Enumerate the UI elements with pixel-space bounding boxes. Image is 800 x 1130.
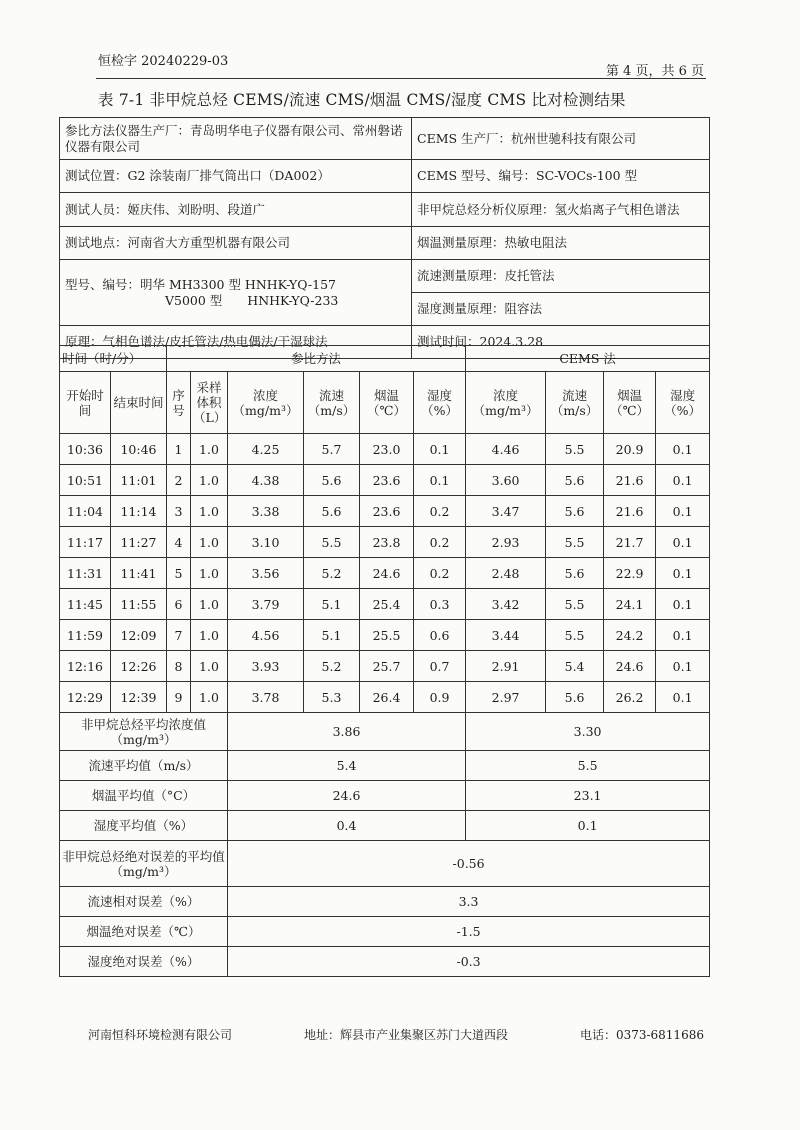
table-row	[60, 620, 710, 651]
col-ref-humidity: 湿度（%）	[414, 372, 466, 434]
cell-start: 11:17	[60, 527, 111, 558]
table-row	[60, 558, 710, 589]
cell-seq: 1	[167, 434, 191, 465]
cell-start: 10:51	[60, 465, 111, 496]
cell-end: 10:46	[111, 434, 167, 465]
footer-phone: 电话：0373-6811686	[579, 1028, 704, 1042]
average-label: 湿度平均值（%）	[60, 811, 228, 841]
col-cems-temperature: 烟温（℃）	[604, 372, 656, 434]
test-time: 测试时间：2024.3.28	[412, 326, 710, 359]
instrument-model	[60, 260, 412, 326]
cell-vol: 1.0	[191, 527, 228, 558]
cell-r-flow: 5.6	[304, 496, 360, 527]
col-start-time: 开始时间	[60, 372, 111, 434]
cems-maker: CEMS 生产厂：杭州世驰科技有限公司	[412, 118, 710, 160]
cell-c-conc: 3.44	[466, 620, 546, 651]
cell-c-conc: 2.93	[466, 527, 546, 558]
cems-model: CEMS 型号、编号：SC-VOCs-100 型	[412, 160, 710, 193]
table-row	[60, 496, 710, 527]
cell-r-conc: 3.56	[228, 558, 304, 589]
cell-r-temp: 24.6	[360, 558, 414, 589]
error-label: 湿度绝对误差（%）	[60, 947, 228, 977]
cell-seq: 8	[167, 651, 191, 682]
cell-start: 11:31	[60, 558, 111, 589]
col-ref-concentration: 浓度（mg/m³）	[228, 372, 304, 434]
cell-seq: 7	[167, 620, 191, 651]
error-row	[60, 841, 710, 887]
cell-c-hum: 0.1	[656, 527, 710, 558]
cell-r-conc: 4.38	[228, 465, 304, 496]
cell-c-hum: 0.1	[656, 682, 710, 713]
error-value: -0.3	[228, 947, 710, 977]
cell-r-temp: 23.0	[360, 434, 414, 465]
cell-c-flow: 5.6	[546, 558, 604, 589]
col-ref-flow: 流速（m/s）	[304, 372, 360, 434]
cell-r-flow: 5.6	[304, 465, 360, 496]
cell-c-flow: 5.4	[546, 651, 604, 682]
page-indicator: 第 4 页，共 6 页	[605, 64, 704, 79]
cell-r-temp: 25.5	[360, 620, 414, 651]
cell-c-temp: 24.2	[604, 620, 656, 651]
footer	[88, 1026, 704, 1043]
cell-start: 11:59	[60, 620, 111, 651]
cell-r-hum: 0.2	[414, 558, 466, 589]
cell-vol: 1.0	[191, 589, 228, 620]
table-row	[60, 651, 710, 682]
cell-r-hum: 0.6	[414, 620, 466, 651]
cell-r-hum: 0.7	[414, 651, 466, 682]
cell-c-hum: 0.1	[656, 651, 710, 682]
cell-c-temp: 22.9	[604, 558, 656, 589]
cell-c-hum: 0.1	[656, 465, 710, 496]
cell-r-flow: 5.1	[304, 589, 360, 620]
cell-c-conc: 3.42	[466, 589, 546, 620]
table-row	[60, 589, 710, 620]
cell-vol: 1.0	[191, 620, 228, 651]
cell-r-flow: 5.5	[304, 527, 360, 558]
humidity-principle: 湿度测量原理：阻容法	[412, 293, 710, 326]
cell-c-hum: 0.1	[656, 496, 710, 527]
nmhc-analyzer-principle: 非甲烷总烃分析仪原理：氢火焰离子气相色谱法	[412, 193, 710, 227]
average-cems-value: 3.30	[466, 713, 710, 751]
cell-end: 12:09	[111, 620, 167, 651]
cell-c-temp: 26.2	[604, 682, 656, 713]
cell-start: 11:45	[60, 589, 111, 620]
instrument-model-line1: 型号、编号：明华 MH3300 型 HNHK-YQ-157	[65, 276, 336, 292]
average-cems-value: 5.5	[466, 751, 710, 781]
average-row	[60, 751, 710, 781]
cell-r-conc: 4.56	[228, 620, 304, 651]
cell-vol: 1.0	[191, 558, 228, 589]
cell-c-temp: 20.9	[604, 434, 656, 465]
average-label: 非甲烷总烃平均浓度值（mg/m³）	[60, 713, 228, 751]
table-row	[60, 465, 710, 496]
cell-r-temp: 25.4	[360, 589, 414, 620]
test-staff: 测试人员：姬庆伟、刘盼明、段道广	[60, 193, 412, 227]
cell-vol: 1.0	[191, 651, 228, 682]
average-ref-value: 5.4	[228, 751, 466, 781]
cell-c-conc: 2.48	[466, 558, 546, 589]
cell-seq: 9	[167, 682, 191, 713]
info-table	[59, 117, 710, 359]
cell-r-conc: 4.25	[228, 434, 304, 465]
table-row	[60, 527, 710, 558]
col-ref-temperature: 烟温（℃）	[360, 372, 414, 434]
cell-seq: 5	[167, 558, 191, 589]
cell-r-temp: 25.7	[360, 651, 414, 682]
cell-r-conc: 3.10	[228, 527, 304, 558]
cell-c-conc: 3.60	[466, 465, 546, 496]
reference-maker: 参比方法仪器生产厂：青岛明华电子仪器有限公司、常州磐诺仪器有限公司	[60, 118, 412, 160]
cell-r-temp: 26.4	[360, 682, 414, 713]
col-cems-concentration: 浓度（mg/m³）	[466, 372, 546, 434]
cell-start: 12:29	[60, 682, 111, 713]
footer-company: 河南恒科环境检测有限公司	[88, 1028, 233, 1042]
instrument-model-line2: V5000 型 HNHK-YQ-233	[165, 292, 339, 308]
time-header: 时间（时/分）	[60, 346, 167, 372]
average-cems-value: 23.1	[466, 781, 710, 811]
average-row	[60, 713, 710, 751]
cell-seq: 4	[167, 527, 191, 558]
cell-c-flow: 5.6	[546, 682, 604, 713]
cell-c-temp: 21.6	[604, 465, 656, 496]
cell-r-flow: 5.7	[304, 434, 360, 465]
average-cems-value: 0.1	[466, 811, 710, 841]
error-label: 流速相对误差（%）	[60, 887, 228, 917]
cell-r-hum: 0.3	[414, 589, 466, 620]
footer-address: 地址：辉县市产业集聚区苏门大道西段	[303, 1028, 508, 1042]
cell-c-flow: 5.6	[546, 465, 604, 496]
cell-vol: 1.0	[191, 465, 228, 496]
document-number: 恒检字 20240229-03	[98, 54, 229, 69]
cell-r-hum: 0.1	[414, 434, 466, 465]
cell-c-hum: 0.1	[656, 558, 710, 589]
test-site: 测试地点：河南省大方重型机器有限公司	[60, 227, 412, 260]
cell-end: 12:26	[111, 651, 167, 682]
cell-c-temp: 21.6	[604, 496, 656, 527]
cell-start: 11:04	[60, 496, 111, 527]
cell-seq: 6	[167, 589, 191, 620]
cell-end: 11:41	[111, 558, 167, 589]
error-row	[60, 947, 710, 977]
cell-seq: 3	[167, 496, 191, 527]
cell-r-conc: 3.79	[228, 589, 304, 620]
cell-c-flow: 5.5	[546, 527, 604, 558]
col-cems-humidity: 湿度（%）	[656, 372, 710, 434]
col-sample-volume: 采样体积（L）	[191, 372, 228, 434]
cell-r-hum: 0.2	[414, 527, 466, 558]
cell-end: 11:27	[111, 527, 167, 558]
test-location: 测试位置：G2 涂装南厂排气筒出口（DA002）	[60, 160, 412, 193]
cell-c-conc: 2.97	[466, 682, 546, 713]
cell-c-temp: 24.6	[604, 651, 656, 682]
error-value: -1.5	[228, 917, 710, 947]
cell-vol: 1.0	[191, 682, 228, 713]
error-row	[60, 887, 710, 917]
cell-vol: 1.0	[191, 434, 228, 465]
cell-c-conc: 2.91	[466, 651, 546, 682]
average-ref-value: 3.86	[228, 713, 466, 751]
cems-method-header: CEMS 法	[466, 346, 710, 372]
cell-c-flow: 5.5	[546, 434, 604, 465]
average-row	[60, 781, 710, 811]
cell-c-conc: 3.47	[466, 496, 546, 527]
cell-r-flow: 5.2	[304, 651, 360, 682]
cell-r-flow: 5.1	[304, 620, 360, 651]
error-row	[60, 917, 710, 947]
cell-seq: 2	[167, 465, 191, 496]
temperature-principle: 烟温测量原理：热敏电阻法	[412, 227, 710, 260]
average-label: 烟温平均值（°C）	[60, 781, 228, 811]
col-end-time: 结束时间	[111, 372, 167, 434]
table-row	[60, 682, 710, 713]
error-label: 非甲烷总烃绝对误差的平均值（mg/m³）	[60, 841, 228, 887]
cell-c-hum: 0.1	[656, 620, 710, 651]
cell-c-temp: 24.1	[604, 589, 656, 620]
cell-start: 12:16	[60, 651, 111, 682]
col-seq: 序号	[167, 372, 191, 434]
results-table	[59, 345, 710, 977]
cell-c-flow: 5.5	[546, 620, 604, 651]
cell-c-hum: 0.1	[656, 589, 710, 620]
average-ref-value: 24.6	[228, 781, 466, 811]
header-divider	[96, 78, 706, 79]
cell-r-hum: 0.9	[414, 682, 466, 713]
error-label: 烟温绝对误差（℃）	[60, 917, 228, 947]
cell-c-hum: 0.1	[656, 434, 710, 465]
cell-r-hum: 0.1	[414, 465, 466, 496]
table-title: 表 7-1 非甲烷总烃 CEMS/流速 CMS/烟温 CMS/湿度 CMS 比对检测结果	[98, 91, 626, 109]
average-label: 流速平均值（m/s）	[60, 751, 228, 781]
cell-r-flow: 5.3	[304, 682, 360, 713]
cell-r-hum: 0.2	[414, 496, 466, 527]
flow-principle: 流速测量原理：皮托管法	[412, 260, 710, 293]
cell-vol: 1.0	[191, 496, 228, 527]
cell-end: 11:55	[111, 589, 167, 620]
average-ref-value: 0.4	[228, 811, 466, 841]
error-value: 3.3	[228, 887, 710, 917]
cell-r-temp: 23.6	[360, 496, 414, 527]
col-cems-flow: 流速（m/s）	[546, 372, 604, 434]
reference-method-header: 参比方法	[167, 346, 466, 372]
table-row	[60, 434, 710, 465]
cell-start: 10:36	[60, 434, 111, 465]
cell-end: 11:14	[111, 496, 167, 527]
cell-c-conc: 4.46	[466, 434, 546, 465]
cell-end: 11:01	[111, 465, 167, 496]
cell-r-conc: 3.93	[228, 651, 304, 682]
cell-c-flow: 5.5	[546, 589, 604, 620]
cell-c-flow: 5.6	[546, 496, 604, 527]
cell-r-conc: 3.38	[228, 496, 304, 527]
cell-c-temp: 21.7	[604, 527, 656, 558]
average-row	[60, 811, 710, 841]
cell-r-flow: 5.2	[304, 558, 360, 589]
cell-r-conc: 3.78	[228, 682, 304, 713]
method-principle: 原理：气相色谱法/皮托管法/热电偶法/干湿球法	[60, 326, 412, 359]
cell-r-temp: 23.8	[360, 527, 414, 558]
cell-end: 12:39	[111, 682, 167, 713]
cell-r-temp: 23.6	[360, 465, 414, 496]
error-value: -0.56	[228, 841, 710, 887]
